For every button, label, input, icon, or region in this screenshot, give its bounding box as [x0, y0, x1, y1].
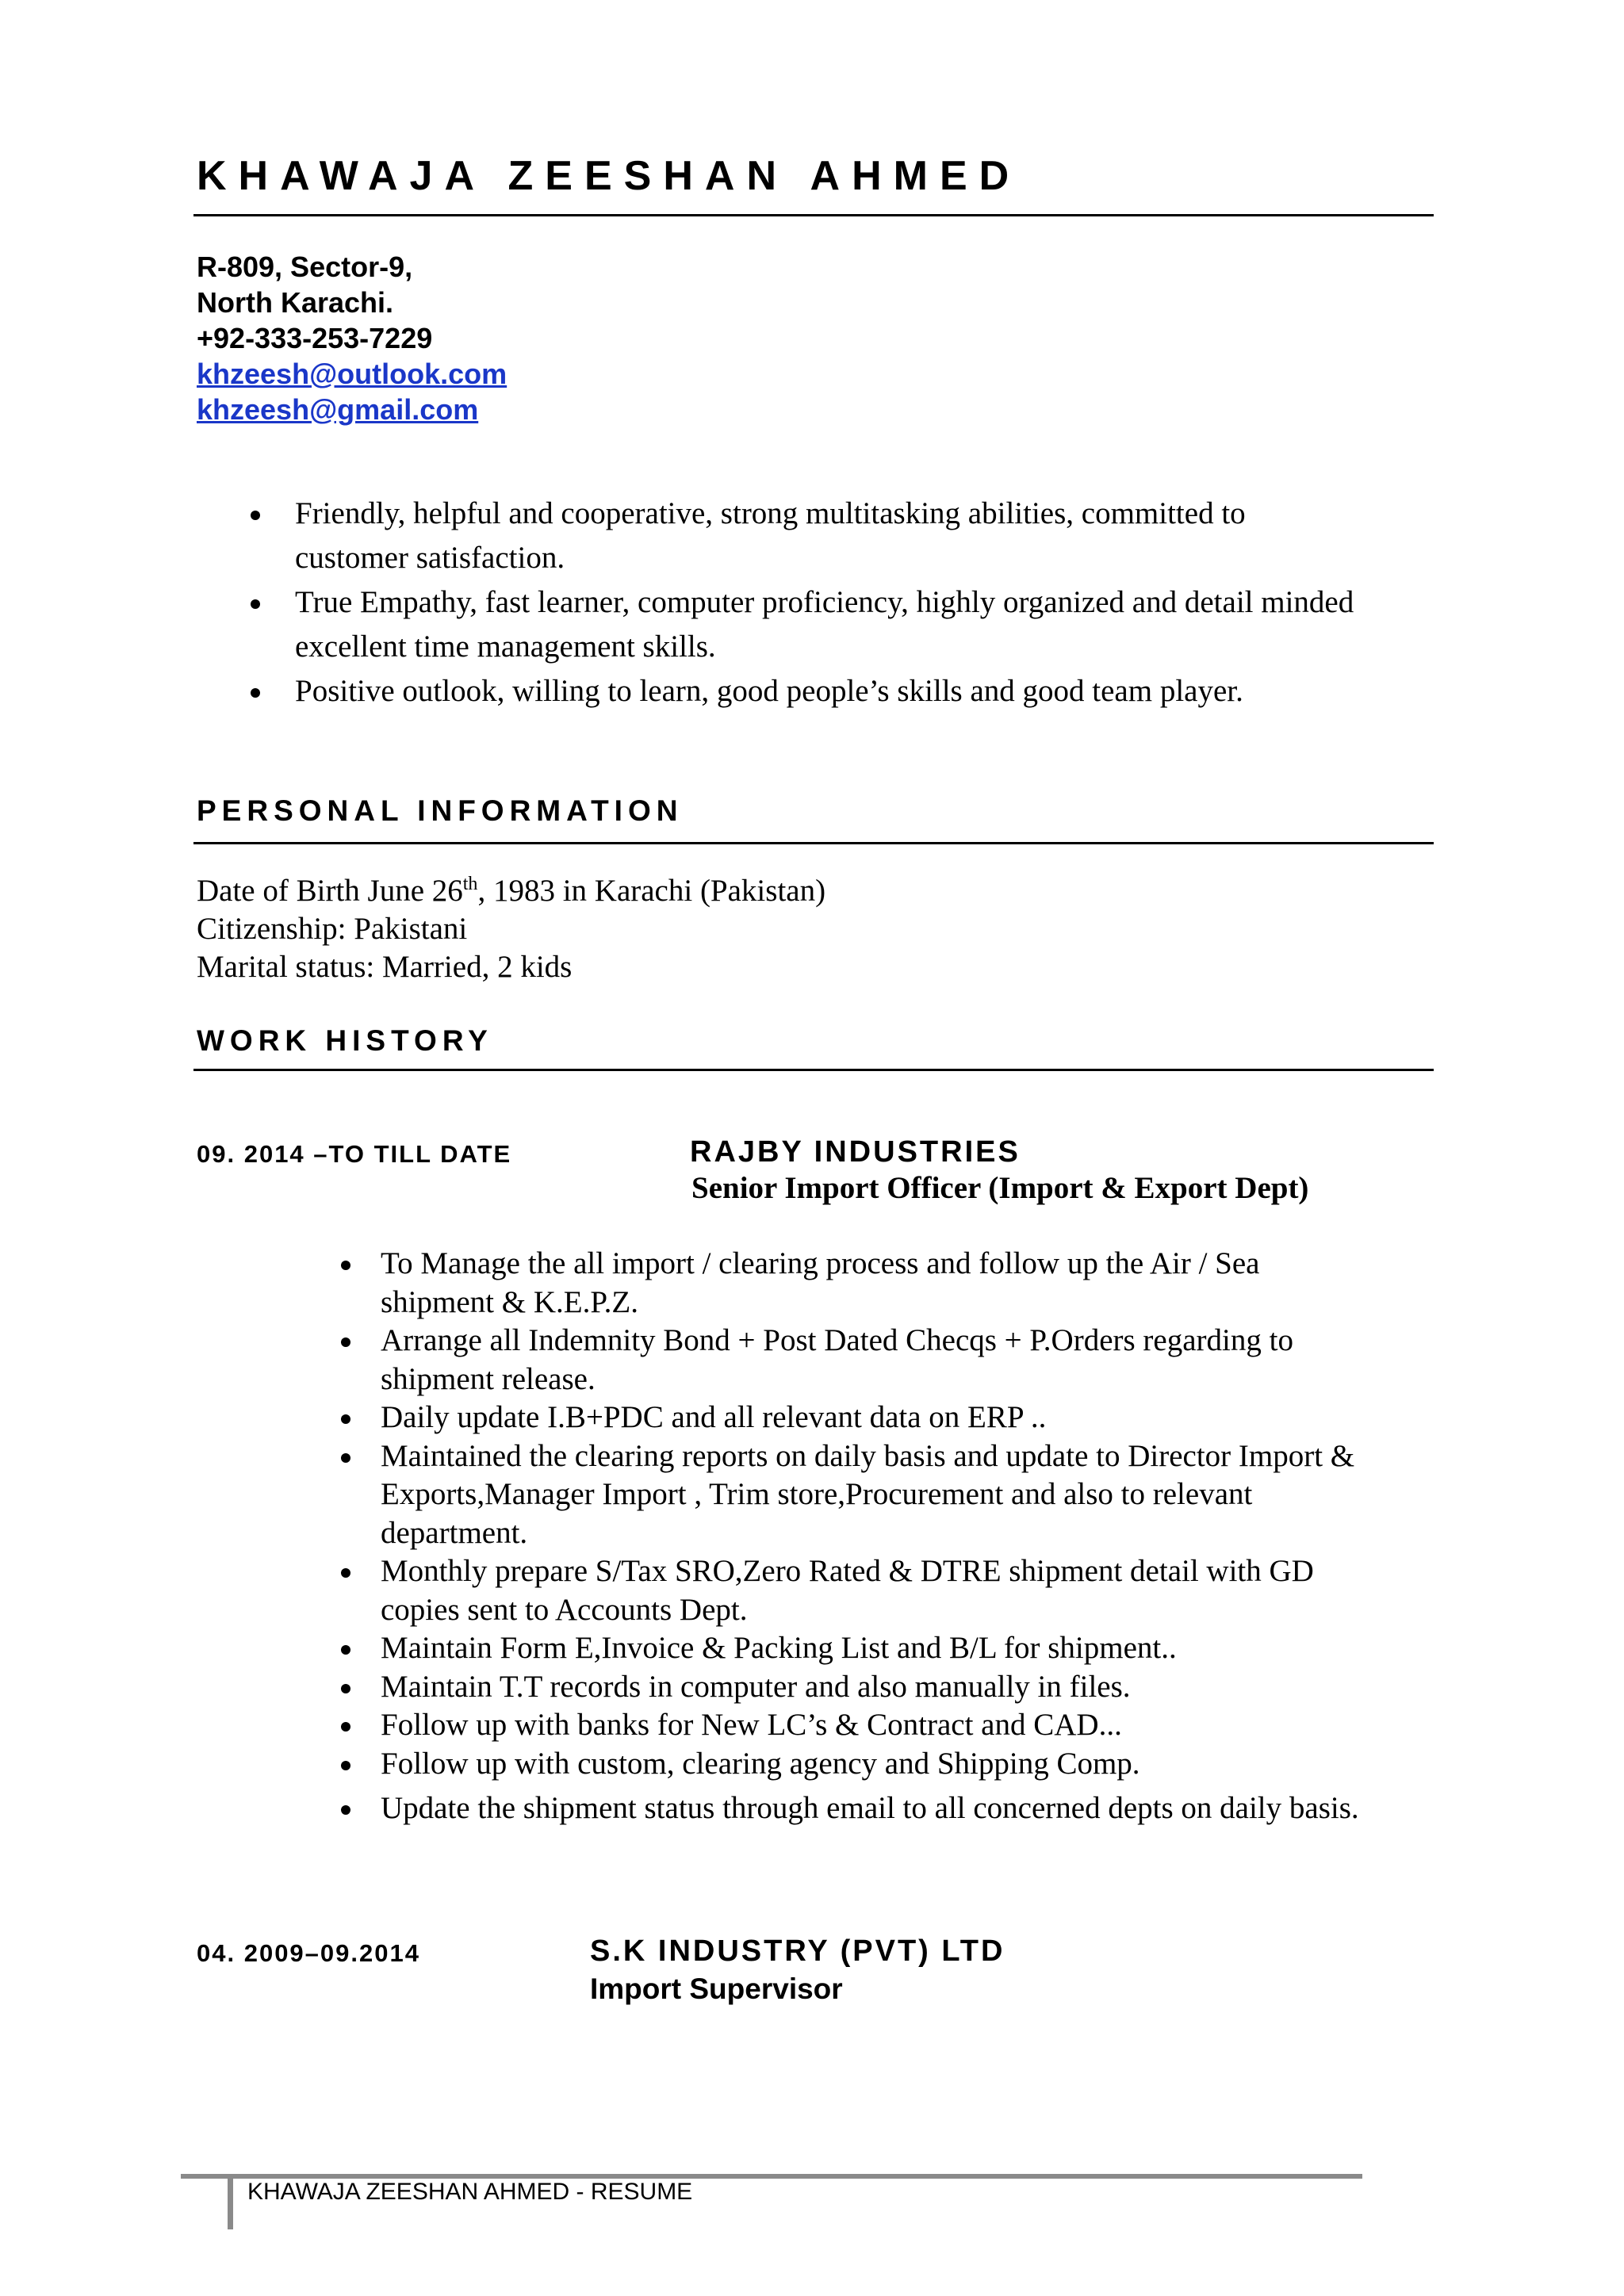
section-title-work: WORK HISTORY: [197, 1024, 493, 1057]
resume-name: KHAWAJA ZEESHAN AHMED: [197, 153, 1021, 199]
work-divider: [193, 1069, 1434, 1071]
list-item: True Empathy, fast learner, computer proficiency, highly organized and detail minded excellent time management skills.: [295, 580, 1354, 669]
list-item: Daily update I.B+PDC and all relevant data on ERP ..: [381, 1399, 1359, 1437]
address-line-1: R-809, Sector-9,: [197, 251, 413, 283]
personal-info: [197, 872, 825, 986]
contact-block: [197, 249, 507, 427]
footer-text: KHAWAJA ZEESHAN AHMED - RESUME: [247, 2179, 693, 2205]
email-link-outlook[interactable]: khzeesh@outlook.com: [197, 358, 508, 390]
list-item: Friendly, helpful and cooperative, strong multitasking abilities, committed to customer satisfaction.: [295, 492, 1354, 580]
company-name: S.K INDUSTRY (PVT) LTD: [590, 1934, 1005, 1968]
bullet-icon: [341, 1761, 350, 1770]
bullet-icon: [341, 1722, 350, 1732]
company-name: RAJBY INDUSTRIES: [690, 1135, 1021, 1169]
list-item: Follow up with custom, clearing agency and Shipping Comp.: [381, 1745, 1359, 1784]
job-role: Import Supervisor: [590, 1973, 843, 2005]
list-item: Arrange all Indemnity Bond + Post Dated Checqs + P.Orders regarding to shipment release.: [381, 1322, 1359, 1399]
bullet-icon: [341, 1645, 350, 1655]
email-link-gmail[interactable]: khzeesh@gmail.com: [197, 393, 479, 426]
summary-list: [295, 492, 1354, 714]
list-item: Follow up with banks for New LC’s & Contract and CAD...: [381, 1706, 1359, 1745]
bullet-icon: [251, 511, 260, 520]
list-item: To Manage the all import / clearing process and follow up the Air / Sea shipment & K.E.P.Z.: [381, 1245, 1359, 1322]
list-item: Maintain T.T records in computer and also manually in files.: [381, 1668, 1359, 1707]
address-line-2: North Karachi.: [197, 286, 394, 319]
section-title-personal: PERSONAL INFORMATION: [197, 794, 684, 827]
bullet-icon: [341, 1684, 350, 1693]
list-item: Maintained the clearing reports on daily basis and update to Director Import & Exports,Manager Import , Trim store,Procurement and also to relevant department.: [381, 1437, 1359, 1553]
bullet-icon: [251, 599, 260, 609]
footer-vertical-rule: [228, 2179, 233, 2229]
marital-status: Marital status: Married, 2 kids: [197, 950, 573, 984]
bullet-icon: [341, 1805, 350, 1815]
header-divider: [193, 214, 1434, 216]
bullet-icon: [341, 1261, 350, 1270]
job-date: 04. 2009–09.2014: [197, 1939, 420, 1967]
bullet-icon: [341, 1414, 350, 1424]
bullet-icon: [341, 1453, 350, 1463]
job-duties-list: [381, 1245, 1359, 1828]
job-role: Senior Import Officer (Import & Export Dept): [691, 1171, 1309, 1205]
list-item: Update the shipment status through email to all concerned depts on daily basis.: [381, 1789, 1359, 1828]
date-of-birth: Date of Birth June 26th, 1983 in Karachi (Pakistan): [197, 874, 826, 908]
list-item: Monthly prepare S/Tax SRO,Zero Rated & DTRE shipment detail with GD copies sent to Accounts Dept.: [381, 1552, 1359, 1629]
personal-divider: [193, 842, 1434, 844]
bullet-icon: [341, 1568, 350, 1578]
bullet-icon: [251, 688, 260, 698]
job-date: 09. 2014 –TO TILL DATE: [197, 1140, 512, 1168]
bullet-icon: [341, 1337, 350, 1347]
citizenship: Citizenship: Pakistani: [197, 912, 468, 946]
list-item: Positive outlook, willing to learn, good people’s skills and good team player.: [295, 669, 1354, 714]
phone-number: +92-333-253-7229: [197, 322, 433, 354]
list-item: Maintain Form E,Invoice & Packing List and B/L for shipment..: [381, 1629, 1359, 1668]
